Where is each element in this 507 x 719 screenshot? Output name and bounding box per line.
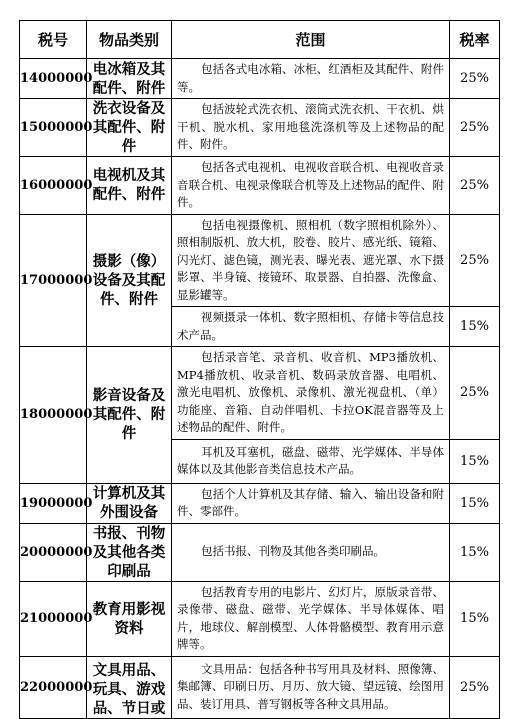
- row-rate: 25%: [450, 157, 500, 215]
- header-rate: 税率: [450, 21, 500, 59]
- row-rate: 15%: [450, 483, 500, 523]
- row-category: 书报、刊物及其他各类印刷品: [87, 523, 172, 581]
- row-scope: 包括各式电视机、电视收音联合机、电视收音录音联合机、电视录像联合机等及上述物品的配件、附件。: [172, 157, 450, 215]
- row-category: 电冰箱及其配件、附件: [87, 59, 172, 99]
- row-rate: 25%: [450, 347, 500, 440]
- row-rate: 15%: [450, 439, 500, 483]
- row-code: 15000000: [20, 99, 87, 157]
- row-scope: 包括各式电冰箱、冰柜、红酒柜及其配件、附件等。: [172, 59, 450, 99]
- table-row: [20, 214, 500, 307]
- header-code: 税号: [20, 21, 87, 59]
- table-row: [20, 656, 500, 718]
- row-rate: 25%: [450, 59, 500, 99]
- row-code: 16000000: [20, 157, 87, 215]
- row-rate: 25%: [450, 99, 500, 157]
- table-row: [20, 523, 500, 581]
- row-category: 文具用品、玩具、游戏品、节日或: [87, 656, 172, 718]
- row-category: 影音设备及其配件、附件: [87, 347, 172, 484]
- row-scope: 文具用品：包括各种书写用具及材料、照像簿、集邮簿、印刷日历、月历、放大镜、望远镜、绘图用品、装订用具、普写钢板等各种文具用品。: [172, 656, 450, 718]
- row-code: 18000000: [20, 347, 87, 484]
- row-scope: 包括录音笔、录音机、收音机、MP3播放机、MP4播放机、收录音机、数码录放音器、电唱机、激光电唱机、放像机、录像机、激光视盘机、（单）功能座、音箱、自动伴唱机、卡拉OK混音器等及上述物品的配件、附件。: [172, 347, 450, 440]
- row-category: 洗衣设备及其配件、附件: [87, 99, 172, 157]
- row-category: 计算机及其外围设备: [87, 483, 172, 523]
- header-scope: 范围: [172, 21, 450, 59]
- row-scope: 包括书报、刊物及其他各类印刷品。: [172, 523, 450, 581]
- table-row: [20, 99, 500, 157]
- row-rate: 25%: [450, 656, 500, 718]
- row-code: 21000000: [20, 581, 87, 656]
- table-row: [20, 483, 500, 523]
- row-code: 22000000: [20, 656, 87, 718]
- row-scope: 视频摄录一体机、数字照相机、存储卡等信息技术产品。: [172, 307, 450, 347]
- row-scope: 包括个人计算机及其存储、输入、输出设备和附件、零部件。: [172, 483, 450, 523]
- row-code: 14000000: [20, 59, 87, 99]
- table-row: [20, 157, 500, 215]
- row-code: 19000000: [20, 483, 87, 523]
- row-rate: 15%: [450, 523, 500, 581]
- table-row: [20, 59, 500, 99]
- row-scope: 包括电视摄像机、照相机（数字照相机除外）、照相制版机、放大机，胶卷、胶片、感光纸、镜箱、闪光灯、滤色镜，测光表、曝光表、遮光罩、水下摄影罩、半身镜、接镜环、取景器、自拍器、洗像盒、显影罐等。: [172, 214, 450, 307]
- row-rate: 15%: [450, 307, 500, 347]
- row-scope: 包括教育专用的电影片、幻灯片，原版录音带、录像带、磁盘、磁带、光学媒体、半导体媒体、唱片，地球仪、解剖模型、人体骨骼模型、教育用示意牌等。: [172, 581, 450, 656]
- header-category: 物品类别: [87, 21, 172, 59]
- row-category: 摄影（像）设备及其配件、附件: [87, 214, 172, 347]
- row-rate: 25%: [450, 214, 500, 307]
- row-rate: 15%: [450, 581, 500, 656]
- table-row: [20, 347, 500, 440]
- row-scope: 耳机及耳塞机，磁盘、磁带、光学媒体、半导体媒体以及其他影音类信息技术产品。: [172, 439, 450, 483]
- table-header-row: [20, 21, 500, 59]
- row-category: 教育用影视资料: [87, 581, 172, 656]
- tax-rate-table: [19, 20, 500, 719]
- row-code: 20000000: [20, 523, 87, 581]
- row-code: 17000000: [20, 214, 87, 347]
- row-scope: 包括波轮式洗衣机、滚筒式洗衣机、干衣机、烘干机、脱水机、家用地毯洗涤机等及上述物品的配件、附件。: [172, 99, 450, 157]
- row-category: 电视机及其配件、附件: [87, 157, 172, 215]
- table-row: [20, 581, 500, 656]
